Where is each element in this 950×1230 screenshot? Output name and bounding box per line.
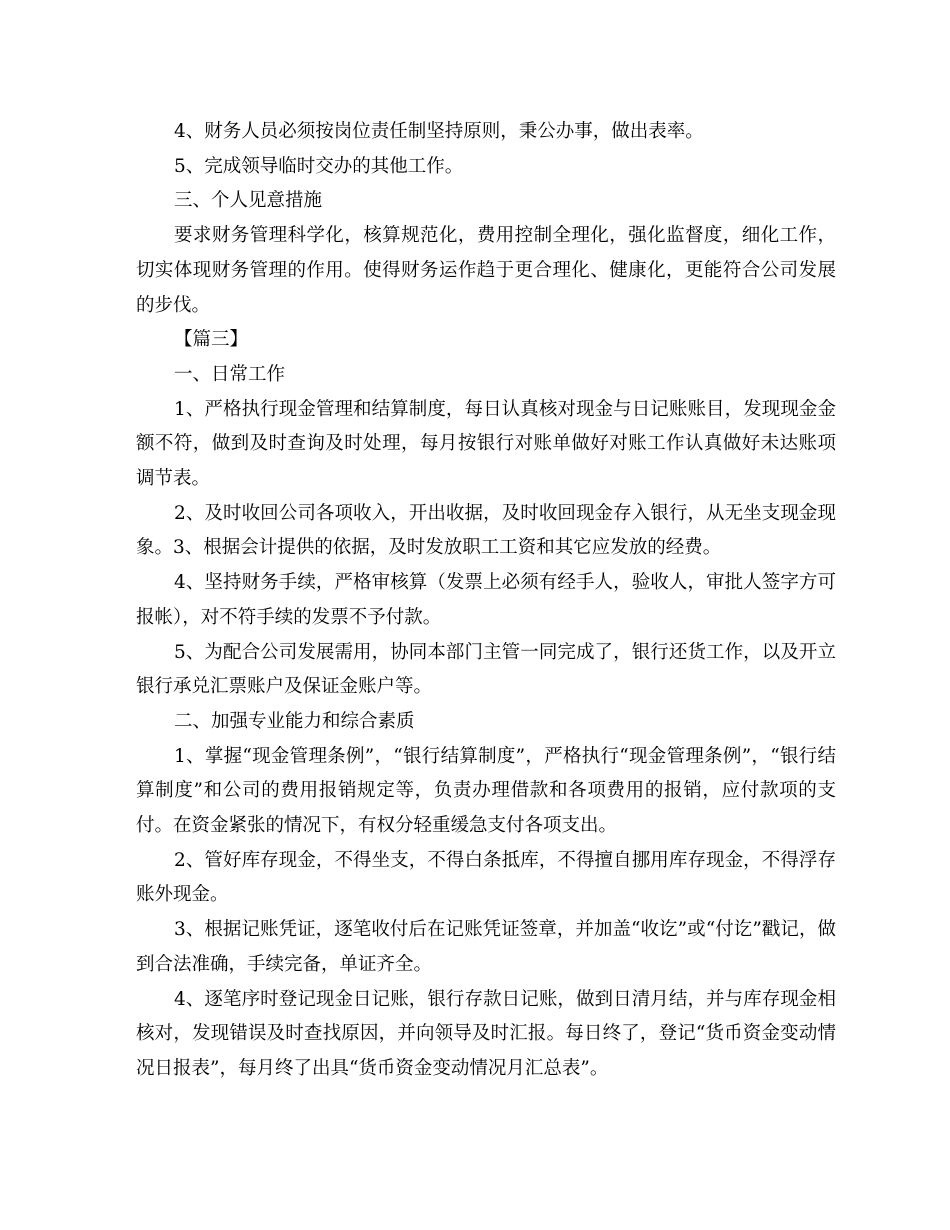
paragraph-daily-item-4: 4、坚持财务手续，严格审核算（发票上必须有经手人，验收人，审批人签字方可报帐），对不符手续的发票不予付款。 — [136, 572, 836, 628]
paragraph-ability-item-3: 3、根据记账凭证，逐笔收付后在记账凭证签章，并加盖“收讫”或“付讫”戳记，做到合法准确，手续完备，单证齐全。 — [136, 919, 836, 975]
paragraph-daily-item-1: 1、严格执行现金管理和结算制度，每日认真核对现金与日记账账目，发现现金金额不符，做到及时查询及时处理，每月按银行对账单做好对账工作认真做好未达账项调节表。 — [136, 398, 836, 490]
section-heading-daily-work: 一、日常工作 — [174, 363, 286, 385]
paragraph-daily-item-5: 5、为配合公司发展需用，协同本部门主管一同完成了，银行还货工作，以及开立银行承兑汇票账户及保证金账户等。 — [136, 641, 836, 698]
section-heading-professional-ability: 二、加强专业能力和综合素质 — [174, 710, 415, 732]
paragraph-daily-item-2-3: 2、及时收回公司各项收入，开出收据，及时收回现金存入银行，从无坐支现金现象。3、根据会计提供的依据，及时发放职工工资和其它应发放的经费。 — [136, 502, 836, 559]
section-heading-personal-suggestions: 三、个人见意措施 — [174, 190, 323, 212]
paragraph-ability-item-2: 2、管好库存现金，不得坐支，不得白条抵库，不得擅自挪用库存现金，不得浮存账外现金。 — [136, 849, 836, 906]
paragraph-suggestions-body: 要求财务管理科学化，核算规范化，费用控制全理化，强化监督度，细化工作，切实体现财务管理的作用。使得财务运作趋于更合理化、健康化，更能符合公司发展的步伐。 — [136, 225, 836, 316]
paragraph-item-5-temporary-tasks: 5、完成领导临时交办的其他工作。 — [174, 155, 464, 177]
chapter-heading-part-three: 【篇三】 — [174, 329, 249, 351]
document-body — [136, 115, 836, 1087]
paragraph-item-4-responsibility: 4、财务人员必须按岗位责任制坚持原则，秉公办事，做出表率。 — [174, 121, 704, 142]
paragraph-ability-item-4: 4、逐笔序时登记现金日记账，银行存款日记账，做到日清月结，并与库存现金相核对，发现错误及时查找原因，并向领导及时汇报。每日终了，登记“货币资金变动情况日报表”，每月终了出具“货币资金变动情况月汇总表”。 — [136, 988, 836, 1079]
paragraph-ability-item-1: 1、掌握“现金管理条例”，“银行结算制度”，严格执行“现金管理条例”，“银行结算制度”和公司的费用报销规定等，负责办理借款和各项费用的报销，应付款项的支付。在资金紧张的情况下，有权分轻重缓急支付各项支出。 — [136, 745, 836, 837]
